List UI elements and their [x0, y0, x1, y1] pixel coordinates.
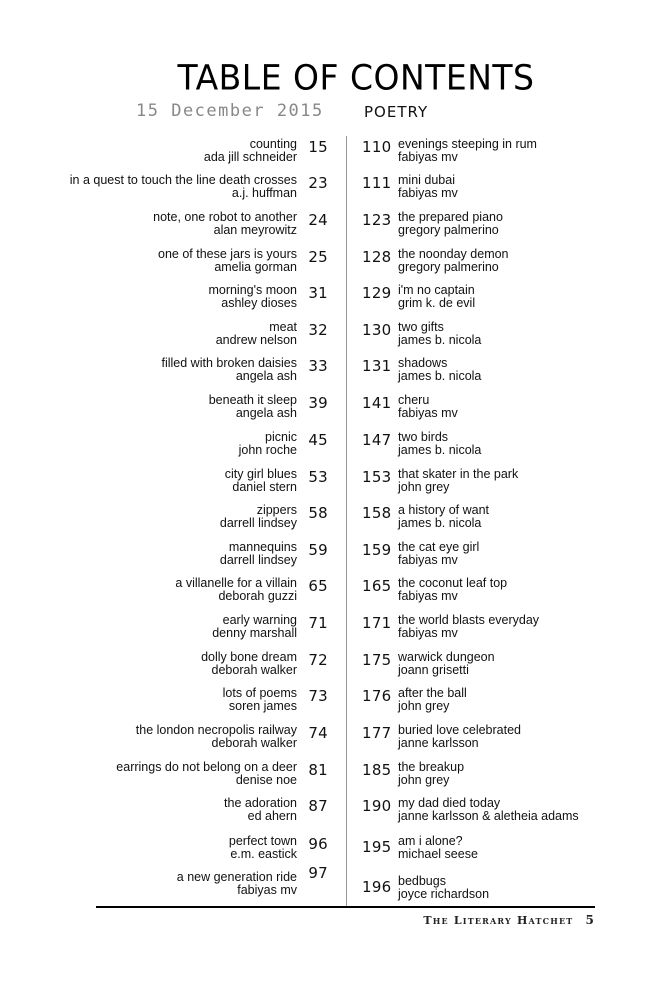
toc-entry — [40, 284, 330, 318]
poem-author: denny marshall — [212, 625, 297, 640]
poem-title: earrings do not belong on a deer — [116, 760, 297, 774]
toc-entry — [40, 431, 330, 465]
poem-author: amelia gorman — [214, 259, 297, 274]
poem-title: cheru — [398, 393, 430, 407]
poem-author: john grey — [398, 698, 450, 713]
poem-title: the noonday demon — [398, 247, 509, 261]
poem-author: a.j. huffman — [231, 185, 297, 200]
toc-page-number: 128 — [362, 248, 392, 266]
toc-page-number: 123 — [362, 211, 392, 229]
issue-date: 15 December 2015 — [136, 101, 324, 121]
toc-entry — [40, 321, 330, 355]
toc-entry-text — [398, 138, 537, 163]
toc-entry — [40, 394, 330, 428]
toc-entry — [362, 357, 622, 391]
poem-author: ed ahern — [247, 808, 297, 823]
poem-title: morning's moon — [208, 283, 297, 297]
poem-title: dolly bone dream — [201, 650, 297, 664]
toc-entry — [362, 687, 622, 721]
section-heading: POETRY — [364, 103, 429, 121]
toc-entry — [362, 577, 622, 611]
poem-author: andrew nelson — [215, 332, 297, 347]
toc-page-number: 87 — [308, 797, 328, 815]
poem-author: darrell lindsey — [219, 515, 297, 530]
poem-author: joyce richardson — [398, 886, 490, 901]
poem-author: grim k. de evil — [398, 295, 476, 310]
toc-entry — [362, 174, 622, 208]
toc-entry-text — [398, 211, 503, 236]
toc-page-number: 153 — [362, 468, 392, 486]
poem-title: i'm no captain — [398, 283, 475, 297]
poem-title: two birds — [398, 430, 449, 444]
column-divider — [346, 136, 347, 907]
poem-title: note, one robot to another — [153, 210, 297, 224]
poem-title: the london necropolis railway — [135, 723, 297, 737]
toc-entry — [40, 577, 330, 611]
footer-rule — [96, 906, 595, 908]
toc-entry — [40, 724, 330, 758]
poem-title: two gifts — [398, 320, 444, 334]
poem-author: fabiyas mv — [398, 149, 458, 164]
poem-title: the adoration — [224, 796, 297, 810]
poem-title: in a quest to touch the line death crosses — [69, 173, 297, 187]
poem-author: janne karlsson & aletheia adams — [398, 808, 579, 823]
poem-title: a new generation ride — [176, 870, 297, 884]
toc-entry-text — [212, 614, 297, 639]
toc-page-number: 177 — [362, 724, 392, 742]
toc-entry — [362, 284, 622, 318]
poem-author: michael seese — [398, 846, 478, 861]
poem-title: a villanelle for a villain — [175, 576, 297, 590]
poem-author: darrell lindsey — [219, 552, 297, 567]
poem-title: am i alone? — [398, 834, 463, 848]
toc-page-number: 130 — [362, 321, 392, 339]
toc-page-number: 96 — [308, 835, 328, 853]
toc-entry-text — [116, 761, 297, 786]
toc-entry-text — [158, 248, 297, 273]
poem-title: shadows — [398, 356, 448, 370]
poem-title: counting — [249, 137, 297, 151]
toc-entry-text — [398, 724, 521, 749]
toc-page-number: 159 — [362, 541, 392, 559]
poem-author: john roche — [238, 442, 297, 457]
poem-title: warwick dungeon — [398, 650, 495, 664]
page-number: 5 — [585, 913, 595, 927]
toc-page-number: 74 — [308, 724, 328, 742]
toc-entry-text — [398, 651, 495, 676]
toc-page-number: 110 — [362, 138, 392, 156]
toc-entry — [362, 138, 622, 172]
poem-title: perfect town — [228, 834, 297, 848]
toc-entry — [40, 211, 330, 245]
toc-entry — [40, 614, 330, 648]
poem-title: the breakup — [398, 760, 465, 774]
toc-entry-text — [398, 174, 458, 199]
poem-author: denise noe — [235, 772, 297, 787]
poem-title: the cat eye girl — [398, 540, 480, 554]
toc-entry — [362, 468, 622, 502]
toc-entry-text — [398, 248, 509, 273]
poem-author: gregory palmerino — [398, 259, 499, 274]
poem-author: fabiyas mv — [398, 625, 458, 640]
poem-title: filled with broken daisies — [161, 356, 297, 370]
poem-author: james b. nicola — [398, 332, 482, 347]
toc-page-number: 33 — [308, 357, 328, 375]
toc-entry-text — [201, 651, 297, 676]
toc-entry — [362, 394, 622, 428]
toc-page-number: 147 — [362, 431, 392, 449]
toc-entry — [40, 138, 330, 172]
poem-author: joann grisetti — [398, 662, 469, 677]
toc-page-number: 141 — [362, 394, 392, 412]
toc-entry — [40, 174, 330, 208]
toc-entry — [40, 504, 330, 538]
toc-entry-text — [220, 541, 297, 566]
toc-page-number: 15 — [308, 138, 328, 156]
toc-entry — [362, 541, 622, 575]
toc-entry-text — [398, 761, 464, 786]
toc-entry-text — [204, 138, 297, 163]
toc-entry-text — [398, 357, 481, 382]
toc-entry-text — [398, 541, 479, 566]
poem-title: mini dubai — [398, 173, 455, 187]
toc-entry-text — [208, 284, 297, 309]
publication-name: The Literary Hatchet — [423, 914, 574, 927]
poem-author: fabiyas mv — [398, 185, 458, 200]
toc-entry-text — [224, 797, 297, 822]
toc-entry-text — [398, 468, 518, 493]
toc-entry-text — [398, 687, 467, 712]
toc-page-number: 165 — [362, 577, 392, 595]
poem-title: after the ball — [398, 686, 467, 700]
toc-entry — [362, 504, 622, 538]
toc-entry-text — [70, 174, 297, 199]
toc-entry-text — [398, 504, 489, 529]
toc-entry — [40, 864, 330, 905]
toc-page-number: 129 — [362, 284, 392, 302]
poem-author: deborah guzzi — [218, 588, 297, 603]
toc-entry — [40, 797, 330, 831]
toc-page-number: 190 — [362, 797, 392, 815]
toc-entry-text — [220, 504, 297, 529]
poem-author: gregory palmerino — [398, 222, 499, 237]
toc-entry — [362, 797, 622, 831]
poem-title: buried love celebrated — [398, 723, 521, 737]
toc-entry — [362, 321, 622, 355]
toc-page-number: 25 — [308, 248, 328, 266]
poem-title: early warning — [222, 613, 297, 627]
toc-entry-text — [223, 687, 297, 712]
poem-author: fabiyas mv — [398, 552, 458, 567]
poem-author: angela ash — [235, 368, 297, 383]
toc-entry — [362, 724, 622, 758]
toc-entry-text — [175, 577, 297, 602]
poem-author: daniel stern — [232, 479, 297, 494]
poem-title: the coconut leaf top — [398, 576, 508, 590]
toc-page-number: 171 — [362, 614, 392, 632]
toc-entry-text — [398, 835, 478, 860]
page-footer — [423, 913, 595, 927]
poem-author: angela ash — [235, 405, 297, 420]
poem-author: james b. nicola — [398, 515, 482, 530]
toc-page-number: 97 — [308, 864, 328, 882]
toc-entry-text — [225, 468, 297, 493]
poem-author: deborah walker — [211, 662, 297, 677]
toc-entry-text — [398, 284, 475, 309]
toc-page-number: 32 — [308, 321, 328, 339]
poem-title: mannequins — [228, 540, 297, 554]
toc-entry — [362, 211, 622, 245]
poem-author: fabiyas mv — [398, 405, 458, 420]
toc-page-number: 24 — [308, 211, 328, 229]
toc-entry — [362, 248, 622, 282]
poem-title: the prepared piano — [398, 210, 503, 224]
poem-title: a history of want — [398, 503, 490, 517]
poem-author: james b. nicola — [398, 442, 482, 457]
poem-title: that skater in the park — [398, 467, 519, 481]
toc-entry-text — [229, 835, 297, 860]
toc-entry — [362, 614, 622, 648]
toc-entry — [362, 835, 622, 869]
toc-page-number: 31 — [308, 284, 328, 302]
poem-title: lots of poems — [222, 686, 297, 700]
toc-page-number: 185 — [362, 761, 392, 779]
poem-author: john grey — [398, 479, 450, 494]
toc-entry — [40, 357, 330, 391]
poem-author: e.m. eastick — [230, 846, 297, 861]
toc-page-number: 73 — [308, 687, 328, 705]
poem-author: alan meyrowitz — [213, 222, 297, 237]
poem-title: beneath it sleep — [208, 393, 297, 407]
toc-page-number: 195 — [362, 838, 392, 856]
toc-entry — [362, 875, 622, 909]
poem-title: one of these jars is yours — [158, 247, 297, 261]
toc-page-number: 59 — [308, 541, 328, 559]
toc-page-number: 23 — [308, 174, 328, 192]
poem-author: deborah walker — [211, 735, 297, 750]
toc-page-number: 72 — [308, 651, 328, 669]
toc-entry — [40, 651, 330, 685]
toc-page-number: 81 — [308, 761, 328, 779]
toc-entry — [40, 835, 330, 869]
toc-entry-text — [239, 431, 297, 456]
toc-entry-text — [209, 394, 297, 419]
poem-author: john grey — [398, 772, 450, 787]
poem-author: fabiyas mv — [237, 882, 297, 897]
toc-entry — [362, 651, 622, 685]
toc-entry-text — [398, 577, 507, 602]
toc-entry-text — [216, 321, 297, 346]
toc-entry-text — [153, 211, 297, 236]
poem-title: evenings steeping in rum — [398, 137, 537, 151]
toc-entry-text — [398, 614, 539, 639]
toc-entry-text — [398, 431, 481, 456]
toc-page-number: 196 — [362, 878, 392, 896]
toc-entry — [362, 431, 622, 465]
poem-author: ada jill schneider — [203, 149, 297, 164]
page-title: TABLE OF CONTENTS — [177, 57, 535, 98]
poem-title: the world blasts everyday — [398, 613, 540, 627]
poem-title: bedbugs — [398, 874, 446, 888]
toc-entry — [362, 761, 622, 795]
toc-page-number: 39 — [308, 394, 328, 412]
toc-entry-text — [177, 871, 297, 896]
poem-title: city girl blues — [224, 467, 297, 481]
poem-title: zippers — [256, 503, 297, 517]
poem-author: soren james — [228, 698, 297, 713]
toc-entry — [40, 541, 330, 575]
toc-entry-text — [398, 797, 579, 822]
poem-title: picnic — [265, 430, 297, 444]
toc-page-number: 58 — [308, 504, 328, 522]
poem-author: janne karlsson — [398, 735, 479, 750]
toc-page-number: 131 — [362, 357, 392, 375]
toc-entry-text — [136, 724, 297, 749]
toc-entry-text — [398, 394, 458, 419]
toc-entry — [40, 761, 330, 795]
toc-entry — [40, 468, 330, 502]
toc-page-number: 175 — [362, 651, 392, 669]
toc-page-number: 158 — [362, 504, 392, 522]
toc-entry-text — [162, 357, 298, 382]
toc-page-number: 71 — [308, 614, 328, 632]
toc-entry — [40, 687, 330, 721]
toc-page-number: 53 — [308, 468, 328, 486]
toc-entry-text — [398, 321, 481, 346]
poem-author: james b. nicola — [398, 368, 482, 383]
toc-page-number: 65 — [308, 577, 328, 595]
poem-author: fabiyas mv — [398, 588, 458, 603]
toc-entry-text — [398, 875, 489, 900]
toc-page-number: 176 — [362, 687, 392, 705]
poem-title: my dad died today — [398, 796, 501, 810]
toc-page-number: 45 — [308, 431, 328, 449]
toc-page-number: 111 — [362, 174, 392, 192]
poem-author: ashley dioses — [221, 295, 297, 310]
toc-entry — [40, 248, 330, 282]
poem-title: meat — [269, 320, 297, 334]
